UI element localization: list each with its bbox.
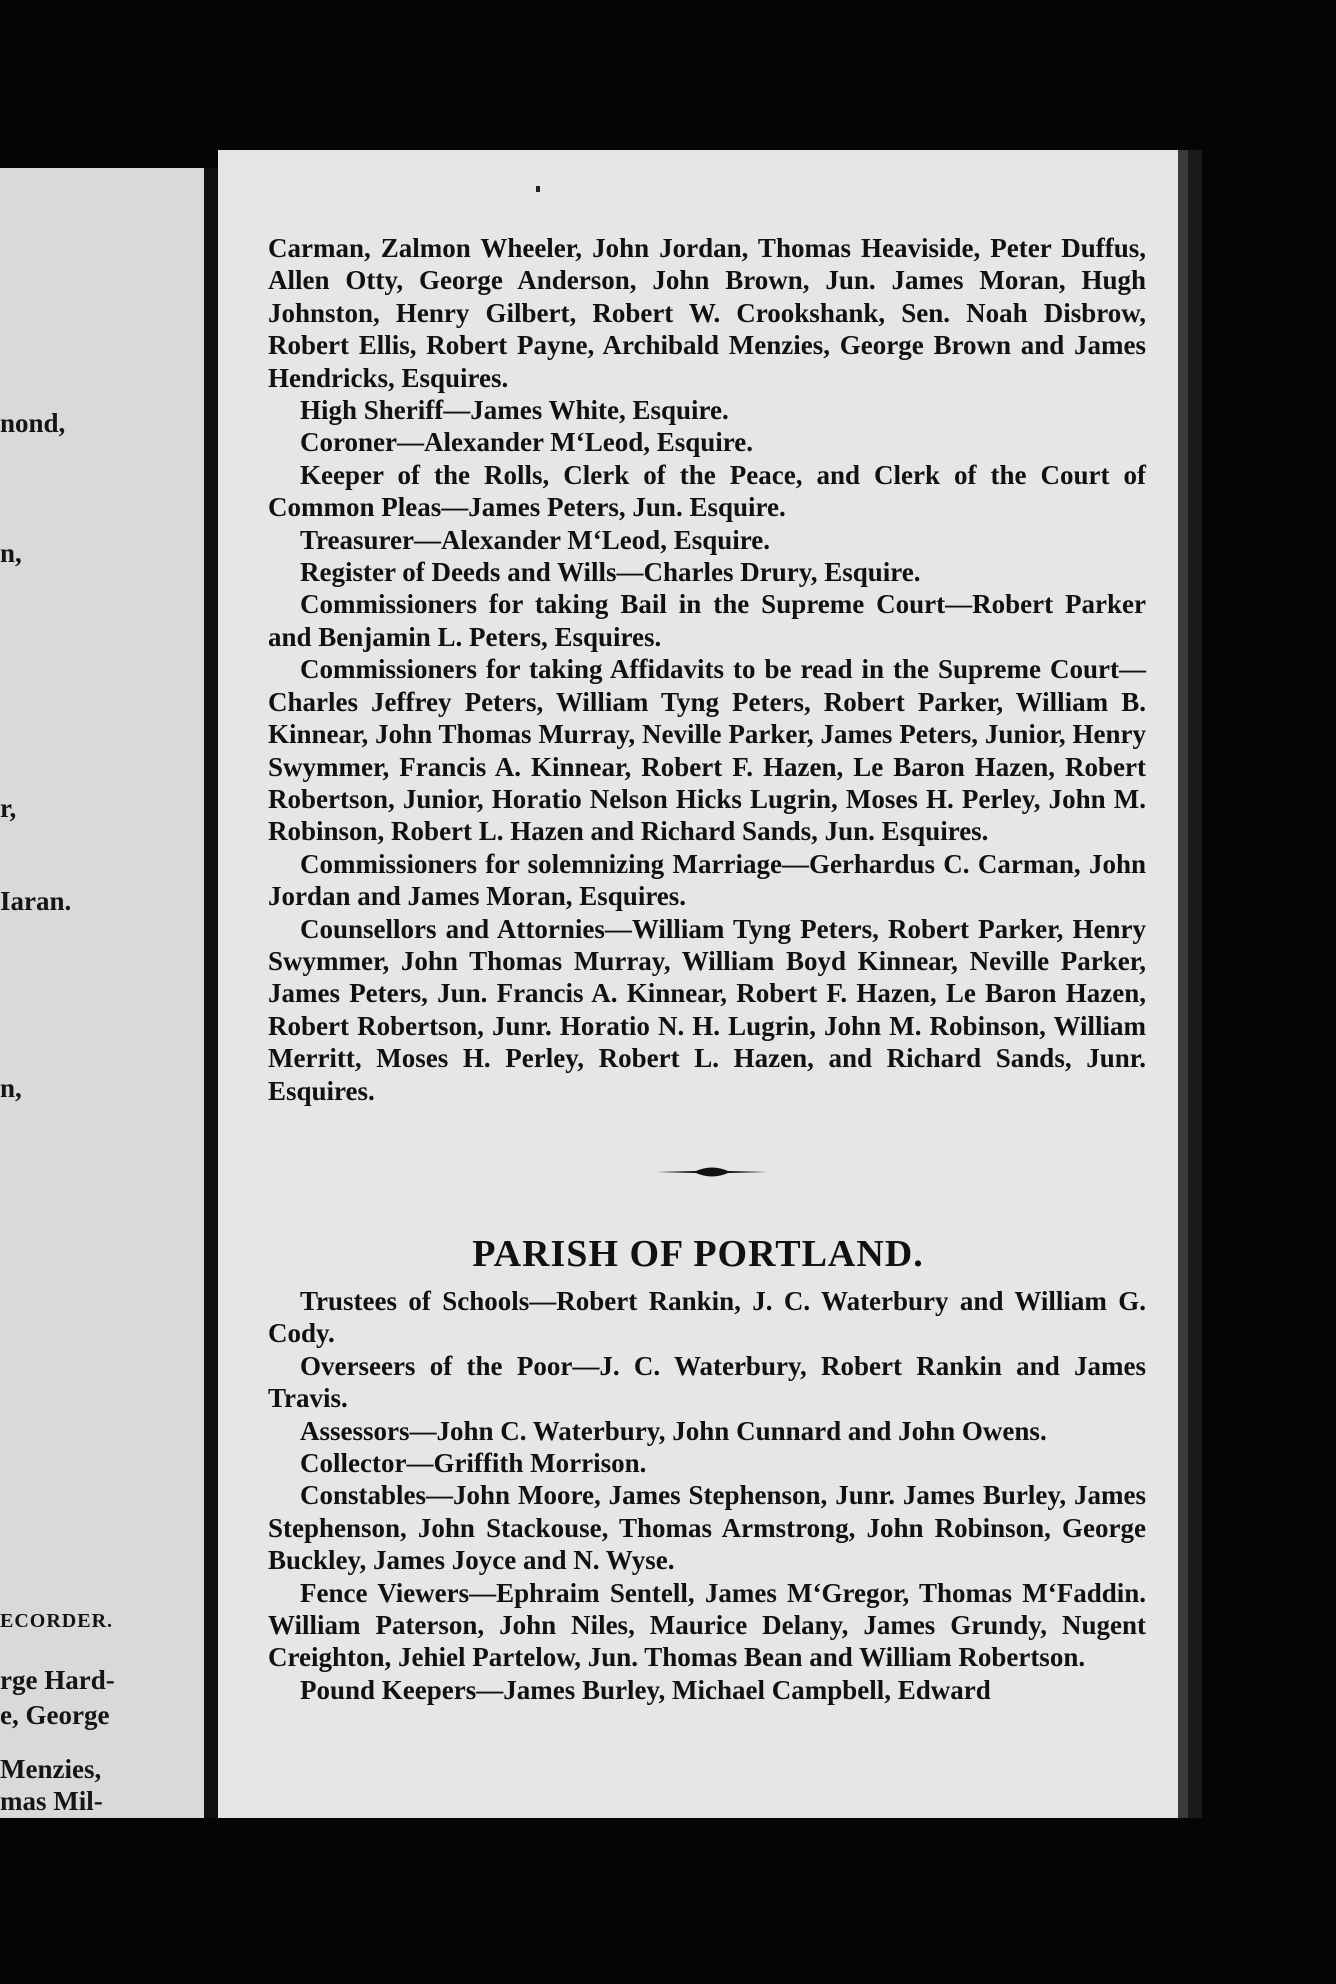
left-fragment-line: mas Mil- [0, 1786, 103, 1816]
section-title: PARISH OF PORTLAND. [472, 1233, 924, 1275]
left-fragment-line: rge Hard- [0, 1665, 115, 1695]
paragraph-coroner: Coroner—Alexander M‘Leod, Esquire. [300, 427, 753, 458]
paragraph-commissioners-bail: Commissioners for taking Bail in the Supreme Court—Robert Parker and Benjamin L. Peters, Esquires. [268, 589, 1146, 652]
paragraph-collector: Collector—Griffith Morrison. [300, 1448, 647, 1479]
paragraph-trustees-of-schools: Trustees of Schools—Robert Rankin, J. C. Waterbury and William G. Cody. [268, 1286, 1146, 1349]
paragraph-counsellors-attornies: Counsellors and Attornies—William Tyng Peters, Robert Parker, Henry Swymmer, John Thomas Murray, William Boyd Kinnear, Neville Parker, James Peters, Jun. Francis A. Kinnear, Robert F. Hazen, Le Baron Hazen, Robert Robertson, Junr. Horatio N. H. Lugrin, John M. Robinson, William Merritt, Moses H. Perley, Robert L. Hazen, and Richard Sands, Junr. Esquires. [268, 913, 1146, 1106]
paragraph-constables: Constables—John Moore, James Stephenson, Junr. James Burley, James Stephenson, John Stackouse, Thomas Armstrong, John Robinson, George Buckley, James Joyce and N. Wyse. [268, 1480, 1146, 1576]
previous-page-fragment [0, 168, 204, 1818]
paragraph-treasurer: Treasurer—Alexander M‘Leod, Esquire. [300, 524, 770, 555]
paragraph-assessors: Assessors—John C. Waterbury, John Cunnard and John Owens. [300, 1415, 1047, 1446]
left-fragment-line: n, [0, 538, 22, 568]
paragraph-register-of-deeds: Register of Deeds and Wills—Charles Drury, Esquire. [300, 557, 921, 588]
left-fragment-line: Menzies, [0, 1754, 102, 1784]
section-divider-ornament [656, 1164, 768, 1180]
left-fragment-line: r, [0, 793, 17, 823]
paragraph-commissioners-affidavits: Commissioners for taking Affidavits to be read in the Supreme Court—Charles Jeffrey Peters, William Tyng Peters, Robert Parker, William B. Kinnear, John Thomas Murray, Neville Parker, James Peters, Junior, Henry Swymmer, Francis A. Kinnear, Robert F. Hazen, Le Baron Hazen, Robert Robertson, Junior, Horatio Nelson Hicks Lugrin, Moses H. Perley, John M. Robinson, Robert L. Hazen and Richard Sands, Jun. Esquires. [268, 654, 1146, 847]
document-page [218, 150, 1188, 1818]
left-fragment-line: n, [0, 1073, 22, 1103]
left-fragment-line: Iaran. [0, 886, 72, 916]
paragraph-fence-viewers: Fence Viewers—Ephraim Sentell, James M‘Gregor, Thomas M‘Faddin. William Paterson, John Niles, Maurice Delany, James Grundy, Nugent Creighton, Jehiel Partelow, Jun. Thomas Bean and William Robertson. [268, 1577, 1146, 1673]
left-fragment-line: nond, [0, 408, 66, 438]
printer-mark [536, 186, 540, 192]
left-fragment-line: ECORDER. [0, 1610, 114, 1632]
paragraph-high-sheriff: High Sheriff—James White, Esquire. [300, 395, 729, 426]
county-officers-section [268, 232, 1146, 1107]
paragraph-overseers-of-poor: Overseers of the Poor—J. C. Waterbury, Robert Rankin and James Travis. [268, 1350, 1146, 1414]
book-gutter [204, 168, 218, 1818]
parish-officers-section [268, 1285, 1146, 1706]
paragraph-keeper-of-rolls: Keeper of the Rolls, Clerk of the Peace, and Clerk of the Court of Common Pleas—James Peters, Jun. Esquire. [268, 459, 1146, 523]
paragraph-commissioners-marriage: Commissioners for solemnizing Marriage—Gerhardus C. Carman, John Jordan and James Moran, Esquires. [268, 848, 1146, 912]
paragraph-justices-continued: Carman, Zalmon Wheeler, John Jordan, Thomas Heaviside, Peter Duffus, Allen Otty, George Anderson, John Brown, Jun. James Moran, Hugh Johnston, Henry Gilbert, Robert W. Crookshank, Sen. Noah Disbrow, Robert Ellis, Robert Payne, Archibald Menzies, George Brown and James Hendricks, Esquires. [268, 233, 1146, 393]
paragraph-pound-keepers: Pound Keepers—James Burley, Michael Campbell, Edward [300, 1674, 991, 1705]
left-fragment-line: e, George [0, 1700, 110, 1730]
